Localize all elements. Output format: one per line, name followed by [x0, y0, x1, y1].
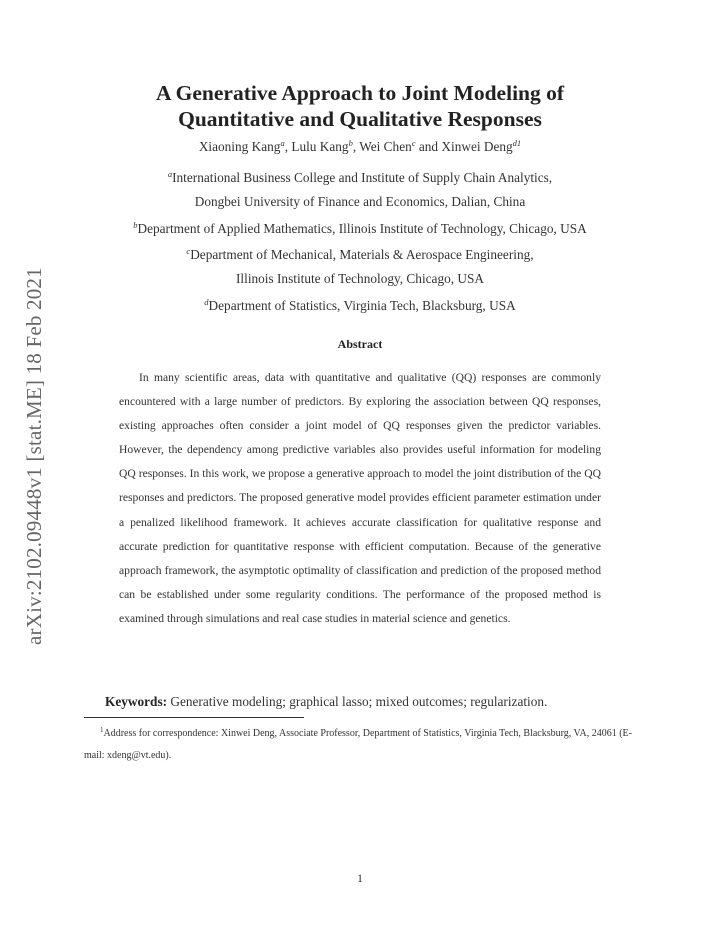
footnote-mark: 1: [100, 726, 104, 734]
keywords-label: Keywords:: [105, 694, 168, 709]
affiliation-text: Department of Statistics, Virginia Tech, Blacksburg, USA: [208, 298, 516, 313]
affiliation-text: Department of Mechanical, Materials & Aerospace Engineering,: [190, 247, 534, 262]
affiliation-line: [0, 271, 720, 287]
author-mark: b: [348, 138, 353, 148]
abstract-heading: Abstract: [337, 337, 383, 351]
footnote: [84, 719, 644, 767]
affiliation-mark: b: [133, 220, 138, 230]
affiliation-text: International Business College and Institute of Supply Chain Analytics,: [172, 170, 553, 185]
footnote-text: Address for correspondence: Xinwei Deng, Associate Professor, Department of Statistics, Virginia Tech, Blacksburg, VA, 24061 (E-mail: xdeng@vt.edu).: [84, 728, 632, 761]
footnote-rule: [84, 717, 304, 718]
paper-title-line-2: Quantitative and Qualitative Responses: [178, 107, 542, 131]
affiliation-mark: c: [186, 246, 191, 256]
keywords-text: Generative modeling; graphical lasso; mixed outcomes; regularization.: [170, 694, 548, 709]
affiliation-mark: d: [204, 297, 209, 307]
affiliation-line: [0, 297, 720, 314]
keywords: [105, 694, 547, 710]
affiliation-line: [0, 194, 720, 210]
author-list: Xiaoning Kang$^a$, Lulu Kang$^b$, Wei Chen$^c$ and Xinwei Deng$^{d1}$: [198, 138, 522, 154]
abstract-body: In many scientific areas, data with quantitative and qualitative (QQ) responses are commonly encountered with a large number of predictors. By exploring the association between QQ responses, existing approaches often consider a joint model of QQ responses given the predictor variables. However, the dependency among predictive variables also provides useful information for modeling QQ responses. In this work, we propose a generative approach to model the joint distribution of the QQ responses and predictors. The proposed generative model provides efficient parameter estimation under a penalized likelihood framework. It achieves accurate classification for qualitative response and accurate prediction for quantitative response with efficient computation. Because of the generative approach framework, the asymptotic optimality of classification and prediction of the proposed method can be established under some regularity conditions. The performance of the proposed method is examined through simulations and real case studies in material science and genetics.: [119, 371, 601, 625]
arxiv-sidebar-stamp: arXiv:2102.09448v1 [stat.ME] 18 Feb 2021: [22, 267, 46, 645]
page-number: 1: [357, 871, 363, 885]
affiliation-line: [0, 220, 720, 237]
author-mark: c: [411, 138, 416, 148]
affiliation-text: Illinois Institute of Technology, Chicago, USA: [236, 271, 484, 286]
affiliation-line: [0, 169, 720, 186]
affiliation-mark: a: [167, 169, 173, 179]
affiliation-text: Department of Applied Mathematics, Illinois Institute of Technology, Chicago, USA: [137, 221, 587, 236]
author-name: Wei Chen: [359, 139, 412, 154]
author-name: Xinwei Deng: [441, 139, 513, 154]
author-name: Lulu Kang: [291, 139, 349, 154]
affiliation-text: Dongbei University of Finance and Economics, Dalian, China: [194, 194, 526, 209]
paper-title-line-1: A Generative Approach to Joint Modeling of: [155, 81, 565, 105]
author-name: Xiaoning Kang: [198, 139, 281, 154]
author-mark: a: [280, 138, 285, 148]
author-mark: d1: [512, 138, 522, 148]
affiliation-line: [0, 246, 720, 263]
